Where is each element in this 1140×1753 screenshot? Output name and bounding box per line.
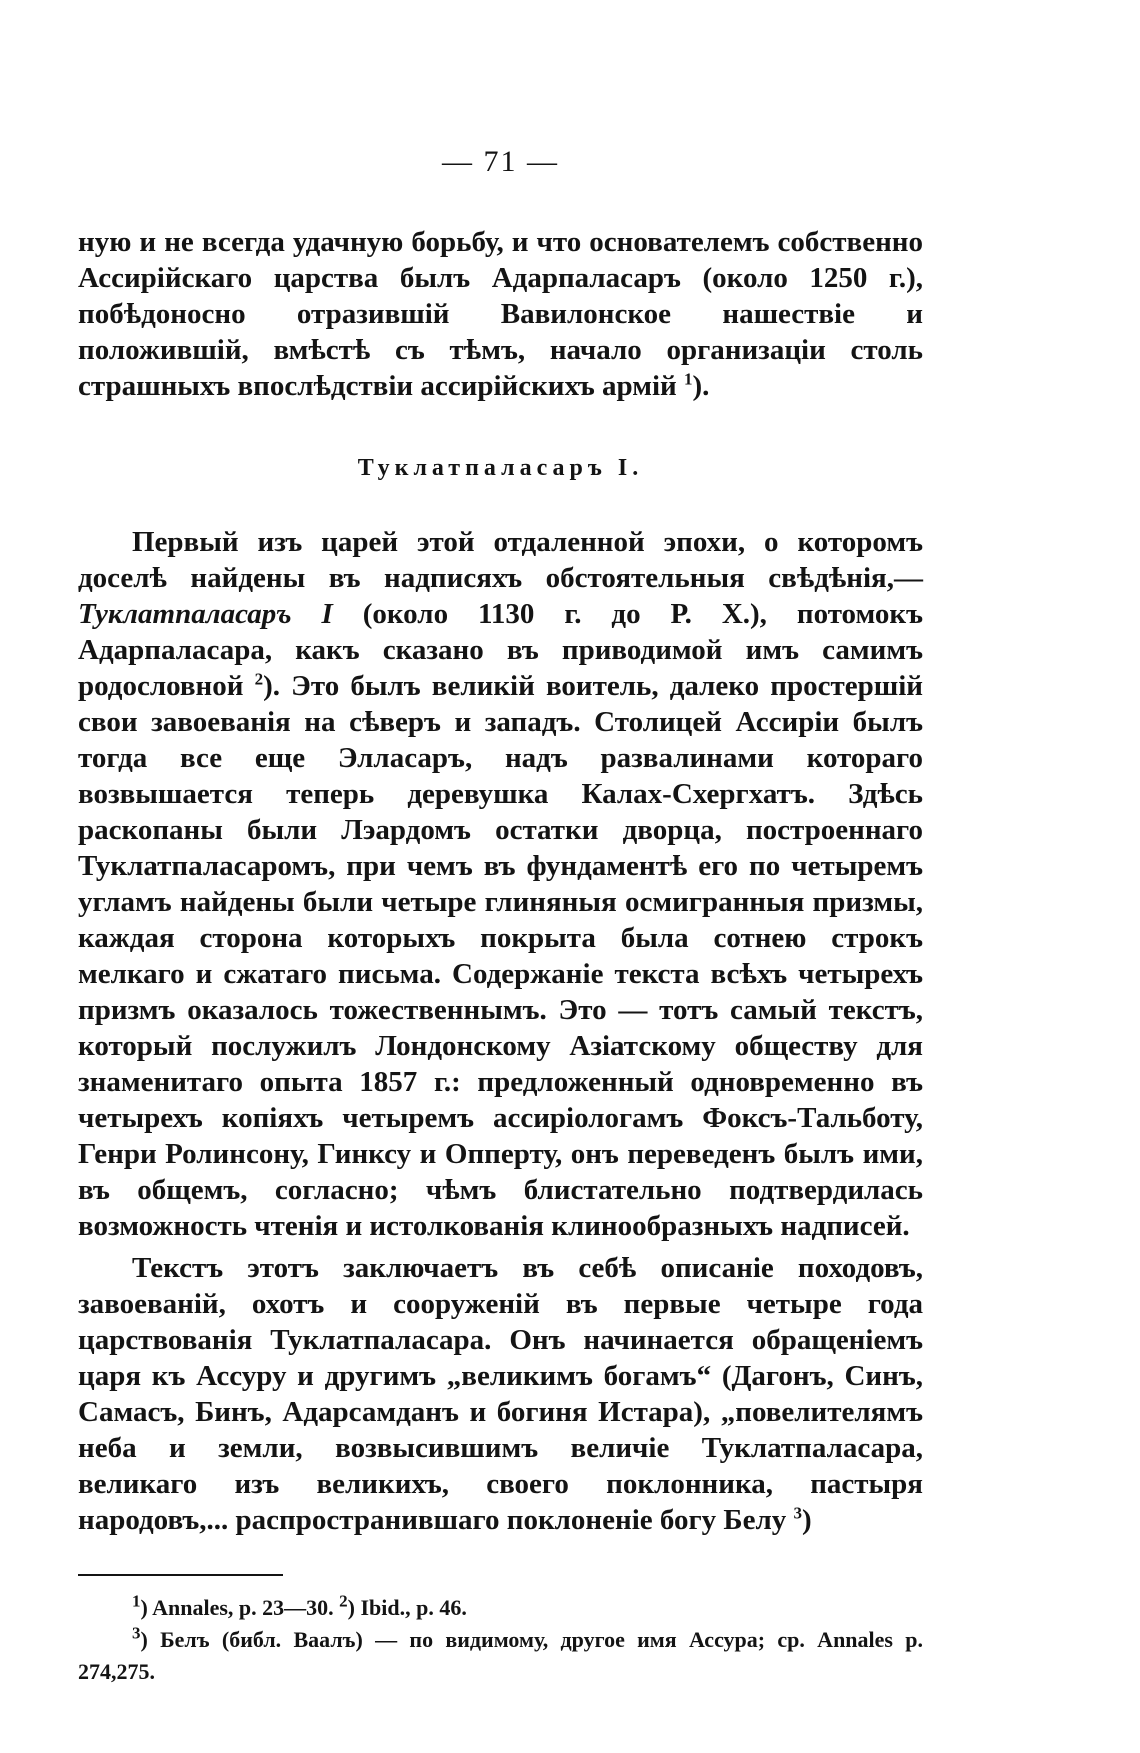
- page-number: — 71 —: [442, 145, 559, 178]
- footnote-3: [78, 1624, 923, 1688]
- continuation-text-1: ную и не всегда удачную борьбу, и что основателемъ собственно Ассирійскаго царства былъ Адарпаласаръ (около 1250 г.), побѣдоносно отразившій Вавилонское нашествіе и положившій, вмѣстѣ съ тѣмъ, начало организаціи столь страшныхъ впослѣдствіи ассирійскихъ армій: [78, 226, 923, 402]
- footnote-ref-1: 1: [684, 369, 693, 389]
- footnote-1-2: [78, 1592, 923, 1624]
- footnote-mark-2: 2: [339, 1591, 348, 1611]
- paragraph-1-text-1: Первый изъ царей этой отдаленной эпохи, о которомъ доселѣ найдены въ надписяхъ обстоятельныя свѣдѣнія,—: [78, 526, 923, 594]
- paragraph-2: [78, 1250, 923, 1538]
- paragraph-1-text-3: ). Это былъ великій воитель, далеко простершій свои завоеванія на сѣверъ и западъ. Столицей Ассиріи былъ тогда все еще Элласаръ, надъ развалинами котораго возвышается теперь деревушка Калах-Схергхатъ. Здѣсь раскопаны были Лэардомъ остатки дворца, построеннаго Туклатпаласаромъ, при чемъ въ фундаментѣ его по четыремъ угламъ найдены были четыре глиняныя осмигранныя призмы, каждая сторона которыхъ покрыта была сотнею строкъ мелкаго и сжатаго письма. Содержаніе текста всѣхъ четырехъ призмъ оказалось тожественнымъ. Это — тотъ самый текстъ, который послужилъ Лондонскому Азіатскому обществу для знаменитаго опыта 1857 г.: предложенный одновременно въ четырехъ копіяхъ четыремъ ассиріологамъ Фоксъ-Тальботу, Генри Ролинсону, Гинксу и Опперту, онъ переведенъ былъ ими, въ общемъ, согласно; чѣмъ блистательно подтвердилась возможность чтенія и истолкованія клинообразныхъ надписей.: [78, 670, 923, 1242]
- paragraph-2-text-1: Текстъ этотъ заключаетъ въ себѣ описаніе походовъ, завоеваній, охотъ и сооруженій въ первые четыре года царствованія Туклатпаласара. Онъ начинается обращеніемъ царя къ Ассуру и другимъ „великимъ богамъ“ (Дагонъ, Синъ, Самасъ, Бинъ, Адарсамданъ и богиня Истара), „повелителямъ неба и земли, возвысившимъ величіе Туклатпаласара, великаго изъ великихъ, своего поклонника, пастыря народовъ,... распространившаго поклоненіе богу Белу: [78, 1252, 923, 1536]
- continuation-text-2: ).: [692, 370, 710, 402]
- king-name-italic: Туклатпаласаръ I: [78, 598, 333, 630]
- footnote-mark-1: 1: [132, 1591, 141, 1611]
- footnote-mark-3: 3: [132, 1623, 141, 1643]
- section-title: Туклатпаласаръ I.: [357, 455, 644, 481]
- paragraph-2-text-2: ): [802, 1504, 812, 1536]
- footnote-1-text: ) Annales, p. 23—30.: [140, 1595, 340, 1620]
- footnote-ref-3: 3: [793, 1503, 802, 1523]
- continuation-paragraph: [78, 224, 923, 404]
- paragraph-1-text-2: (около 1130 г. до Р. Х.), потомокъ Адарпаласара, какъ сказано въ приводимой имъ самимъ родословной: [78, 598, 923, 702]
- footnote-divider: [78, 1574, 283, 1576]
- footnote-ref-2: 2: [254, 669, 264, 689]
- book-page: [78, 140, 923, 1688]
- footnote-3-text: ) Белъ (библ. Ваалъ) — по видимому, другое имя Ассура; ср. Annales p. 274,275.: [78, 1627, 923, 1684]
- paragraph-1: [78, 524, 923, 1244]
- footnote-2-text: ) Ibid., p. 46.: [347, 1595, 467, 1620]
